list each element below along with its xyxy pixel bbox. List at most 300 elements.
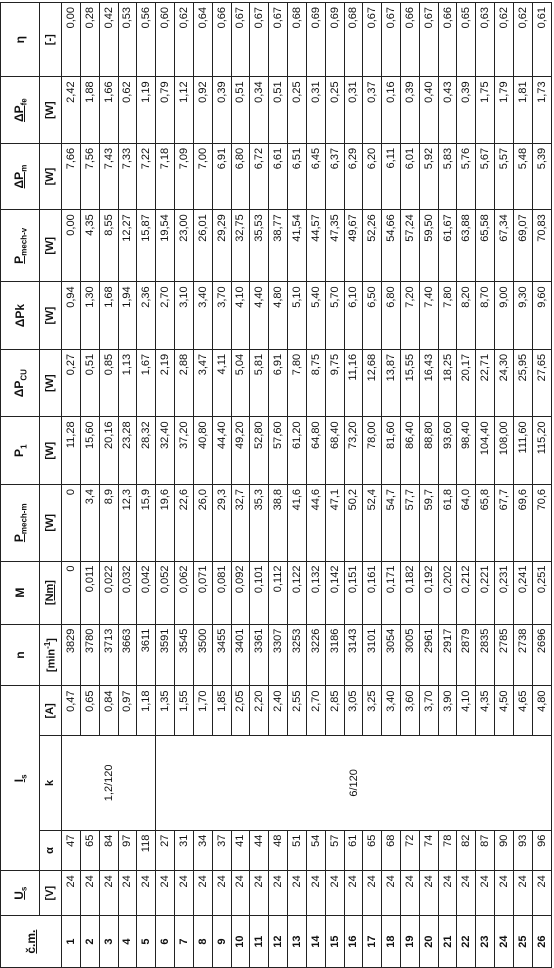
cell-p1: 20,16 <box>99 417 118 485</box>
cell-pmechv: 41,54 <box>288 210 307 282</box>
cell-dpk: 0,94 <box>62 282 81 350</box>
cell-dpk: 1,94 <box>118 282 137 350</box>
cell-n: 3455 <box>212 624 231 686</box>
cell-i: 3,40 <box>382 686 401 736</box>
cell-dpcu: 7,80 <box>288 349 307 417</box>
cell-alpha: 97 <box>118 830 137 871</box>
unit-eta: [-] <box>39 3 61 77</box>
cell-dpk: 1,30 <box>80 282 99 350</box>
row-index: 25 <box>513 916 532 968</box>
cell-alpha: 48 <box>269 830 288 871</box>
cell-i: 3,90 <box>438 686 457 736</box>
cell-m: 0,241 <box>513 561 532 624</box>
cell-dpk: 6,10 <box>344 282 363 350</box>
cell-i: 0,47 <box>62 686 81 736</box>
cell-pmechv: 8,55 <box>99 210 118 282</box>
cell-us: 24 <box>156 871 175 916</box>
cell-dpcu: 13,87 <box>382 349 401 417</box>
unit-dpk: [W] <box>39 282 61 350</box>
cell-i: 4,80 <box>532 686 551 736</box>
cell-m: 0,071 <box>193 561 212 624</box>
cell-dpfe: 0,34 <box>250 77 269 143</box>
header-n: n <box>1 624 40 686</box>
cell-dpcu: 20,17 <box>457 349 476 417</box>
header-dpfe: $\Delta P_{fe}$ <box>1 77 40 143</box>
cell-eta: 0,67 <box>382 3 401 77</box>
cell-dpm: 6,80 <box>231 143 250 209</box>
cell-dpm: 6,51 <box>288 143 307 209</box>
cell-m: 0,032 <box>118 561 137 624</box>
cell-dpfe: 0,16 <box>382 77 401 143</box>
cell-i: 1,18 <box>137 686 156 736</box>
cell-dpm: 5,76 <box>457 143 476 209</box>
row-index: 11 <box>250 916 269 968</box>
cell-n: 3143 <box>344 624 363 686</box>
cell-dpfe: 0,25 <box>288 77 307 143</box>
cell-pmech: 38,8 <box>269 484 288 561</box>
cell-m: 0 <box>62 561 81 624</box>
cell-dpm: 6,72 <box>250 143 269 209</box>
row-index: 26 <box>532 916 551 968</box>
row-index: 14 <box>306 916 325 968</box>
cell-alpha: 65 <box>80 830 99 871</box>
cell-m: 0,251 <box>532 561 551 624</box>
cell-n: 3829 <box>62 624 81 686</box>
cell-alpha: 57 <box>325 830 344 871</box>
cell-eta: 0,28 <box>80 3 99 77</box>
cell-eta: 0,69 <box>325 3 344 77</box>
row-index: 7 <box>175 916 194 968</box>
cell-pmechv: 12,27 <box>118 210 137 282</box>
cell-us: 24 <box>532 871 551 916</box>
cell-alpha: 68 <box>382 830 401 871</box>
cell-alpha: 84 <box>99 830 118 871</box>
cell-eta: 0,00 <box>62 3 81 77</box>
unit-us: [V] <box>39 871 61 916</box>
cell-pmech: 29,3 <box>212 484 231 561</box>
cell-m: 0,151 <box>344 561 363 624</box>
cell-dpfe: 0,62 <box>118 77 137 143</box>
cell-alpha: 78 <box>438 830 457 871</box>
cell-alpha: 96 <box>532 830 551 871</box>
k-group-1: 1,2/120 <box>62 736 156 831</box>
cell-p1: 98,40 <box>457 417 476 485</box>
cell-m: 0,092 <box>231 561 250 624</box>
cell-eta: 0,67 <box>419 3 438 77</box>
row-index: 10 <box>231 916 250 968</box>
cell-n: 2738 <box>513 624 532 686</box>
unit-row <box>39 3 61 968</box>
cell-dpm: 5,67 <box>476 143 495 209</box>
cell-n: 2917 <box>438 624 457 686</box>
cell-dpfe: 1,12 <box>175 77 194 143</box>
cell-us: 24 <box>99 871 118 916</box>
cell-dpm: 6,91 <box>212 143 231 209</box>
cell-dpcu: 27,65 <box>532 349 551 417</box>
row-index: 9 <box>212 916 231 968</box>
cell-dpm: 5,57 <box>495 143 514 209</box>
cell-alpha: 51 <box>288 830 307 871</box>
cell-pmech: 44,6 <box>306 484 325 561</box>
cell-alpha: 90 <box>495 830 514 871</box>
cell-eta: 0,66 <box>401 3 420 77</box>
cell-pmech: 64,0 <box>457 484 476 561</box>
cell-n: 3545 <box>175 624 194 686</box>
cell-us: 24 <box>80 871 99 916</box>
cell-pmech: 59,7 <box>419 484 438 561</box>
cell-us: 24 <box>212 871 231 916</box>
row-index: 18 <box>382 916 401 968</box>
cell-p1: 81,60 <box>382 417 401 485</box>
cell-dpk: 7,20 <box>401 282 420 350</box>
cell-dpcu: 4,11 <box>212 349 231 417</box>
cell-pmechv: 47,35 <box>325 210 344 282</box>
cell-p1: 78,00 <box>363 417 382 485</box>
cell-m: 0,221 <box>476 561 495 624</box>
row-index: 5 <box>137 916 156 968</box>
header-dpk: ΔPk <box>1 282 40 350</box>
cell-dpcu: 0,27 <box>62 349 81 417</box>
cell-alpha: 41 <box>231 830 250 871</box>
cell-us: 24 <box>62 871 81 916</box>
cell-pmech: 12,3 <box>118 484 137 561</box>
cell-i: 2,85 <box>325 686 344 736</box>
cell-pmech: 52,4 <box>363 484 382 561</box>
cell-n: 3663 <box>118 624 137 686</box>
cell-n: 3500 <box>193 624 212 686</box>
cell-dpfe: 0,51 <box>269 77 288 143</box>
cell-dpfe: 1,73 <box>532 77 551 143</box>
cell-dpfe: 1,79 <box>495 77 514 143</box>
cell-eta: 0,67 <box>250 3 269 77</box>
cell-dpk: 9,00 <box>495 282 514 350</box>
cell-dpk: 2,70 <box>156 282 175 350</box>
cell-m: 0,101 <box>250 561 269 624</box>
cell-alpha: 65 <box>363 830 382 871</box>
cell-pmechv: 54,66 <box>382 210 401 282</box>
cell-pmech: 35,3 <box>250 484 269 561</box>
cell-pmech: 54,7 <box>382 484 401 561</box>
cell-alpha: 54 <box>306 830 325 871</box>
row-index: 15 <box>325 916 344 968</box>
cell-dpcu: 15,55 <box>401 349 420 417</box>
cell-us: 24 <box>476 871 495 916</box>
header-pmechv: $P_{mech-v}$ <box>1 210 40 282</box>
cell-dpcu: 0,85 <box>99 349 118 417</box>
cell-dpcu: 16,43 <box>419 349 438 417</box>
cell-dpfe: 0,37 <box>363 77 382 143</box>
cell-i: 4,50 <box>495 686 514 736</box>
cell-us: 24 <box>513 871 532 916</box>
cell-eta: 0,56 <box>137 3 156 77</box>
cell-dpfe: 0,79 <box>156 77 175 143</box>
cell-alpha: 44 <box>250 830 269 871</box>
cell-alpha: 74 <box>419 830 438 871</box>
cell-dpk: 8,20 <box>457 282 476 350</box>
cell-us: 24 <box>193 871 212 916</box>
cell-dpk: 7,80 <box>438 282 457 350</box>
cell-dpfe: 0,51 <box>231 77 250 143</box>
cell-p1: 64,80 <box>306 417 325 485</box>
cell-pmechv: 35,53 <box>250 210 269 282</box>
row-index: 12 <box>269 916 288 968</box>
cell-p1: 57,60 <box>269 417 288 485</box>
cell-dpk: 6,50 <box>363 282 382 350</box>
cell-m: 0,231 <box>495 561 514 624</box>
cell-m: 0,022 <box>99 561 118 624</box>
row-index: 19 <box>401 916 420 968</box>
cell-dpfe: 0,40 <box>419 77 438 143</box>
cell-alpha: 61 <box>344 830 363 871</box>
cell-dpfe: 0,39 <box>457 77 476 143</box>
cell-eta: 0,62 <box>513 3 532 77</box>
cell-dpm: 7,09 <box>175 143 194 209</box>
cell-i: 2,40 <box>269 686 288 736</box>
cell-dpfe: 1,66 <box>99 77 118 143</box>
cell-p1: 115,20 <box>532 417 551 485</box>
unit-k: k <box>39 736 61 831</box>
cell-dpm: 7,22 <box>137 143 156 209</box>
cell-i: 2,70 <box>306 686 325 736</box>
header-dpcu: $\Delta P_{CU}$ <box>1 349 40 417</box>
cell-pmech: 67,7 <box>495 484 514 561</box>
header-m: M <box>1 561 40 624</box>
cell-dpcu: 9,75 <box>325 349 344 417</box>
cell-n: 3005 <box>401 624 420 686</box>
row-index: 21 <box>438 916 457 968</box>
cell-m: 0,202 <box>438 561 457 624</box>
cell-n: 2879 <box>457 624 476 686</box>
cell-n: 2696 <box>532 624 551 686</box>
row-index: 3 <box>99 916 118 968</box>
cell-i: 4,10 <box>457 686 476 736</box>
cell-dpm: 7,56 <box>80 143 99 209</box>
cell-alpha: 34 <box>193 830 212 871</box>
cell-pmechv: 23,00 <box>175 210 194 282</box>
unit-pmechv: [W] <box>39 210 61 282</box>
cell-i: 0,84 <box>99 686 118 736</box>
header-dpm: $\Delta P_m$ <box>1 143 40 209</box>
cell-us: 24 <box>438 871 457 916</box>
cell-dpcu: 3,47 <box>193 349 212 417</box>
cell-alpha: 37 <box>212 830 231 871</box>
header-row <box>1 3 40 968</box>
cell-i: 1,55 <box>175 686 194 736</box>
cell-eta: 0,62 <box>175 3 194 77</box>
cell-dpcu: 11,16 <box>344 349 363 417</box>
cell-dpcu: 18,25 <box>438 349 457 417</box>
cell-dpm: 7,00 <box>193 143 212 209</box>
cell-dpcu: 1,67 <box>137 349 156 417</box>
cell-n: 3591 <box>156 624 175 686</box>
cell-dpcu: 2,88 <box>175 349 194 417</box>
cell-m: 0,182 <box>401 561 420 624</box>
cell-dpm: 5,92 <box>419 143 438 209</box>
row-index: 23 <box>476 916 495 968</box>
cell-m: 0,192 <box>419 561 438 624</box>
cell-n: 3226 <box>306 624 325 686</box>
cell-m: 0,062 <box>175 561 194 624</box>
cell-eta: 0,53 <box>118 3 137 77</box>
cell-pmechv: 49,67 <box>344 210 363 282</box>
cell-pmechv: 57,24 <box>401 210 420 282</box>
cell-dpm: 6,61 <box>269 143 288 209</box>
cell-us: 24 <box>137 871 156 916</box>
cell-us: 24 <box>344 871 363 916</box>
cell-dpm: 5,83 <box>438 143 457 209</box>
cell-i: 3,60 <box>401 686 420 736</box>
cell-dpk: 7,40 <box>419 282 438 350</box>
cell-dpk: 5,10 <box>288 282 307 350</box>
cell-m: 0,142 <box>325 561 344 624</box>
cell-dpm: 6,01 <box>401 143 420 209</box>
cell-p1: 108,00 <box>495 417 514 485</box>
cell-eta: 0,63 <box>476 3 495 77</box>
cell-dpk: 3,40 <box>193 282 212 350</box>
unit-pmech: [W] <box>39 484 61 561</box>
row-index: 2 <box>80 916 99 968</box>
cell-pmechv: 4,35 <box>80 210 99 282</box>
cell-dpk: 5,70 <box>325 282 344 350</box>
cell-dpfe: 1,75 <box>476 77 495 143</box>
cell-dpk: 8,70 <box>476 282 495 350</box>
cell-p1: 111,60 <box>513 417 532 485</box>
unit-dpfe: [W] <box>39 77 61 143</box>
cell-pmechv: 44,57 <box>306 210 325 282</box>
cell-alpha: 118 <box>137 830 156 871</box>
cell-dpk: 4,10 <box>231 282 250 350</box>
row-index: 20 <box>419 916 438 968</box>
cell-p1: 61,20 <box>288 417 307 485</box>
row-index: 8 <box>193 916 212 968</box>
cell-m: 0,212 <box>457 561 476 624</box>
cell-i: 0,65 <box>80 686 99 736</box>
cell-eta: 0,68 <box>344 3 363 77</box>
cell-pmechv: 26,01 <box>193 210 212 282</box>
row-index: 24 <box>495 916 514 968</box>
cell-dpfe: 0,39 <box>212 77 231 143</box>
cell-n: 3713 <box>99 624 118 686</box>
cell-m: 0,052 <box>156 561 175 624</box>
cell-pmechv: 38,77 <box>269 210 288 282</box>
header-pmech: $P_{mech-m}$ <box>1 484 40 561</box>
cell-dpcu: 22,71 <box>476 349 495 417</box>
cell-m: 0,011 <box>80 561 99 624</box>
cell-eta: 0,42 <box>99 3 118 77</box>
k-group-2: 6/120 <box>156 736 552 831</box>
cell-dpfe: 0,25 <box>325 77 344 143</box>
cell-us: 24 <box>250 871 269 916</box>
cell-m: 0,171 <box>382 561 401 624</box>
cell-i: 1,35 <box>156 686 175 736</box>
cell-i: 4,65 <box>513 686 532 736</box>
cell-dpm: 7,18 <box>156 143 175 209</box>
cell-i: 2,05 <box>231 686 250 736</box>
cell-dpk: 3,70 <box>212 282 231 350</box>
row-index: 1 <box>62 916 81 968</box>
cell-dpk: 4,80 <box>269 282 288 350</box>
cell-us: 24 <box>269 871 288 916</box>
cell-pmech: 3,4 <box>80 484 99 561</box>
cell-alpha: 72 <box>401 830 420 871</box>
cell-n: 3101 <box>363 624 382 686</box>
cell-eta: 0,69 <box>306 3 325 77</box>
cell-pmechv: 59,50 <box>419 210 438 282</box>
cell-pmech: 15,9 <box>137 484 156 561</box>
cell-n: 3401 <box>231 624 250 686</box>
cell-dpk: 5,40 <box>306 282 325 350</box>
cell-p1: 68,40 <box>325 417 344 485</box>
cell-n: 2835 <box>476 624 495 686</box>
cell-pmechv: 29,29 <box>212 210 231 282</box>
row-index: 16 <box>344 916 363 968</box>
cell-pmech: 32,7 <box>231 484 250 561</box>
cell-n: 2961 <box>419 624 438 686</box>
cell-pmechv: 15,87 <box>137 210 156 282</box>
cell-n: 3253 <box>288 624 307 686</box>
cell-n: 3307 <box>269 624 288 686</box>
cell-dpm: 7,66 <box>62 143 81 209</box>
cell-n: 3361 <box>250 624 269 686</box>
cell-alpha: 47 <box>62 830 81 871</box>
cell-p1: 73,20 <box>344 417 363 485</box>
cell-dpm: 5,39 <box>532 143 551 209</box>
cell-i: 2,20 <box>250 686 269 736</box>
unit-p1: [W] <box>39 417 61 485</box>
cell-alpha: 27 <box>156 830 175 871</box>
cell-n: 3054 <box>382 624 401 686</box>
cell-i: 2,55 <box>288 686 307 736</box>
cell-pmechv: 67,34 <box>495 210 514 282</box>
cell-alpha: 31 <box>175 830 194 871</box>
cell-p1: 28,32 <box>137 417 156 485</box>
cell-us: 24 <box>419 871 438 916</box>
cell-dpm: 7,33 <box>118 143 137 209</box>
cell-p1: 32,40 <box>156 417 175 485</box>
cell-eta: 0,65 <box>457 3 476 77</box>
row-index: 4 <box>118 916 137 968</box>
measurement-table <box>0 2 552 968</box>
cell-dpk: 1,68 <box>99 282 118 350</box>
cell-dpcu: 12,68 <box>363 349 382 417</box>
cell-m: 0,112 <box>269 561 288 624</box>
cell-i: 4,35 <box>476 686 495 736</box>
cell-us: 24 <box>231 871 250 916</box>
cell-pmechv: 52,26 <box>363 210 382 282</box>
cell-p1: 23,28 <box>118 417 137 485</box>
header-us: $U_s$ <box>1 871 40 916</box>
cell-dpm: 6,45 <box>306 143 325 209</box>
cell-n: 3611 <box>137 624 156 686</box>
cell-dpk: 2,36 <box>137 282 156 350</box>
cell-m: 0,122 <box>288 561 307 624</box>
header-eta: η <box>1 3 40 77</box>
header-is: $I_s$ <box>1 686 40 871</box>
cell-pmech: 41,6 <box>288 484 307 561</box>
cell-pmechv: 19,54 <box>156 210 175 282</box>
cell-dpfe: 1,88 <box>80 77 99 143</box>
cell-eta: 0,62 <box>495 3 514 77</box>
cell-pmech: 47,1 <box>325 484 344 561</box>
cell-us: 24 <box>363 871 382 916</box>
table-row <box>156 3 175 968</box>
row-index: 22 <box>457 916 476 968</box>
cell-p1: 11,28 <box>62 417 81 485</box>
cell-pmech: 0 <box>62 484 81 561</box>
cell-pmech: 50,2 <box>344 484 363 561</box>
cell-pmechv: 32,75 <box>231 210 250 282</box>
cell-m: 0,132 <box>306 561 325 624</box>
